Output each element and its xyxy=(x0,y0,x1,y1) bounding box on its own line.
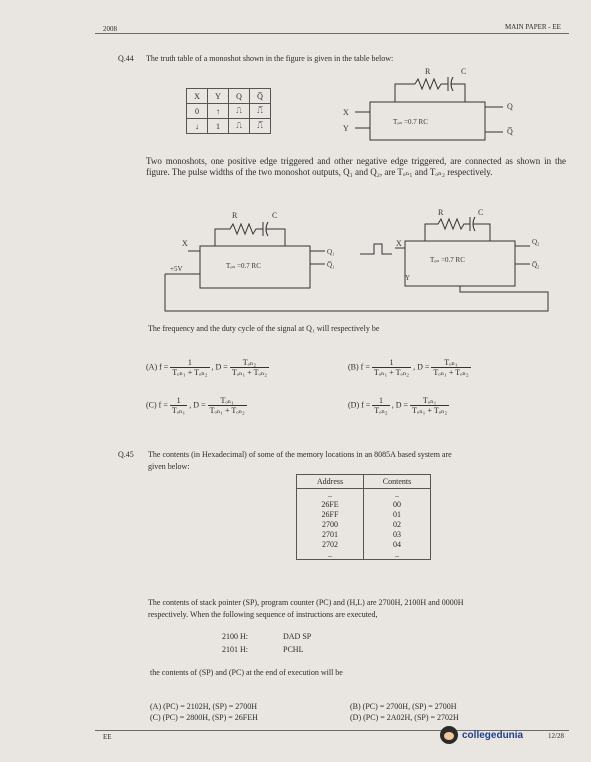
opt-a-label: (A) f = xyxy=(146,362,169,372)
opt-a-d-fraction xyxy=(230,358,269,377)
fraction-numerator: 1 xyxy=(170,358,209,368)
tt-cell: ⎍̅ xyxy=(250,119,271,134)
mem-cell: 2701 xyxy=(297,529,364,539)
q44-option-d[interactable] xyxy=(348,396,449,415)
fig1-qbar-label: Q̅ xyxy=(507,127,513,136)
q44-paragraph: Two monoshots, one positive edge triggered and other negative edge triggered, are connected as shown in the figure. The pulse widths of the two monoshot outputs, Q₁ and Q₂, are Tₒₙ₁ and Tₒₙ₂ respectively. xyxy=(146,156,566,177)
page-number: 12/28 xyxy=(548,732,564,740)
year-label: 2008 xyxy=(103,25,117,33)
fraction-numerator: Tₒₙ₁ xyxy=(431,358,470,368)
fig2-x2-label: X xyxy=(396,239,402,248)
fraction-numerator: 1 xyxy=(372,358,411,368)
fig2-x-label: X xyxy=(182,239,188,248)
fraction-denominator: Tₒₙ₁ + Tₒₙ₂ xyxy=(172,368,208,377)
fraction-denominator: Tₒₙ₂ xyxy=(374,406,388,415)
mem-header: Address xyxy=(297,475,364,489)
q45-stem-line1: The contents (in Hexadecimal) of some of the memory locations in an 8085A based system are xyxy=(148,450,452,459)
fig2-r2-label: R xyxy=(438,208,444,217)
fig1-q-label: Q xyxy=(507,102,513,111)
fig2-5v-label: +5V xyxy=(170,265,183,273)
fig1-y-label: Y xyxy=(343,124,349,133)
q45-option-d[interactable]: (D) (PC) = 2A02H, (SP) = 2702H xyxy=(350,713,459,722)
q44-two-monoshot-figure xyxy=(160,206,555,316)
q44-option-c[interactable] xyxy=(146,396,247,415)
mem-cell: .. xyxy=(297,489,364,500)
fig2-q2-label: Q₂ xyxy=(532,238,540,246)
tt-cell: ⎍̅ xyxy=(250,104,271,119)
opt-b-d-label: , D = xyxy=(413,362,430,372)
mem-cell: 04 xyxy=(364,539,431,549)
q44-ask: The frequency and the duty cycle of the signal at Q₁ will respectively be xyxy=(148,324,380,333)
q45-para-line2: respectively. When the following sequence of instructions are executed, xyxy=(148,610,378,619)
mem-cell: 2700 xyxy=(297,519,364,529)
opt-d-d-fraction xyxy=(410,396,449,415)
opt-a-f-fraction xyxy=(170,358,209,377)
opt-b-d-fraction xyxy=(431,358,470,377)
tt-cell: 1 xyxy=(208,119,229,134)
header-divider xyxy=(95,33,569,34)
mem-cell: .. xyxy=(297,549,364,560)
tt-cell: 0 xyxy=(187,104,208,119)
fraction-denominator: Tₒₙ₁ + Tₒₙ₂ xyxy=(412,406,448,415)
opt-c-label: (C) f = xyxy=(146,400,168,410)
fig1-x-label: X xyxy=(343,108,349,117)
q45-option-a[interactable]: (A) (PC) = 2102H, (SP) = 2700H xyxy=(150,702,258,711)
fraction-numerator: 1 xyxy=(170,396,187,406)
q45-option-c[interactable]: (C) (PC) = 2800H, (SP) = 26FEH xyxy=(150,713,258,722)
fraction-denominator: Tₒₙ₁ xyxy=(171,406,186,415)
opt-d-label: (D) f = xyxy=(348,400,371,410)
mem-cell: 01 xyxy=(364,509,431,519)
footer-left-label: EE xyxy=(103,733,112,741)
mem-cell: .. xyxy=(364,549,431,560)
q44-number: Q.44 xyxy=(118,54,134,63)
fig2-ton-right: Tₒₙ =0.7 RC xyxy=(430,256,465,264)
q45-para-line1: The contents of stack pointer (SP), program counter (PC) and (H,L) are 2700H, 2100H and 0000H xyxy=(148,598,464,607)
logo-mascot-icon xyxy=(440,726,458,744)
tt-header: Q̅ xyxy=(250,89,271,104)
q44-stem: The truth table of a monoshot shown in the figure is given in the table below: xyxy=(146,54,394,63)
logo-text: collegedunia xyxy=(462,729,524,741)
fig2-y-label: Y xyxy=(405,274,411,282)
opt-d-d-label: , D = xyxy=(391,400,409,410)
opt-c-d-fraction xyxy=(208,396,247,415)
mem-cell: 02 xyxy=(364,519,431,529)
fraction-denominator: Tₒₙ₁ + Tₒₙ₂ xyxy=(231,368,268,377)
fig2-c2-label: C xyxy=(478,208,484,217)
q44-option-a[interactable] xyxy=(146,358,269,377)
code-instr-2: PCHL xyxy=(283,645,304,654)
collegedunia-logo xyxy=(440,722,560,748)
fraction-numerator: Tₒₙ₂ xyxy=(230,358,269,368)
tt-header: Q xyxy=(229,89,250,104)
tt-cell: ⎍ xyxy=(229,119,250,134)
q45-ask: the contents of (SP) and (PC) at the end of execution will be xyxy=(150,668,343,677)
mem-cell: 03 xyxy=(364,529,431,539)
code-addr-1: 2100 H: xyxy=(222,632,248,641)
opt-c-d-label: , D = xyxy=(189,400,206,410)
mem-cell: 26FE xyxy=(297,499,364,509)
q45-stem-line2: given below: xyxy=(148,462,190,471)
q44-monoshot-figure xyxy=(335,62,525,152)
q44-option-b[interactable] xyxy=(348,358,471,377)
fig1-ton-label: Tₒₙ =0.7 RC xyxy=(393,118,428,126)
fraction-denominator: Tₒₙ₁ + Tₒₙ₂ xyxy=(209,406,245,415)
opt-a-d-label: , D = xyxy=(211,362,228,372)
fig1-r-label: R xyxy=(425,67,431,76)
mem-cell: 26FF xyxy=(297,509,364,519)
q45-memory-table xyxy=(296,474,431,560)
code-addr-2: 2101 H: xyxy=(222,645,248,654)
tt-header: X xyxy=(187,89,208,104)
q45-option-b[interactable]: (B) (PC) = 2700H, (SP) = 2700H xyxy=(350,702,457,711)
opt-b-f-fraction xyxy=(372,358,411,377)
mem-cell: .. xyxy=(364,489,431,500)
tt-cell: ↓ xyxy=(187,119,208,134)
tt-header: Y xyxy=(208,89,229,104)
tt-cell: ↑ xyxy=(208,104,229,119)
mem-header: Contents xyxy=(364,475,431,489)
fraction-denominator: Tₒₙ₁ + Tₒₙ₂ xyxy=(373,368,410,377)
mem-cell: 00 xyxy=(364,499,431,509)
mem-cell: 2702 xyxy=(297,539,364,549)
opt-c-f-fraction xyxy=(170,396,187,415)
fig2-q2bar-label: Q̅₂ xyxy=(532,261,540,269)
fraction-numerator: 1 xyxy=(372,396,389,406)
q45-number: Q.45 xyxy=(118,450,134,459)
fig2-r-label: R xyxy=(232,211,238,220)
fraction-numerator: Tₒₙ₁ xyxy=(208,396,247,406)
fig1-c-label: C xyxy=(461,67,467,76)
q44-truth-table xyxy=(186,88,271,134)
fig2-c-label: C xyxy=(272,211,278,220)
fig2-q1bar-label: Q̅₁ xyxy=(327,261,335,269)
fig2-ton-left: Tₒₙ =0.7 RC xyxy=(226,262,261,270)
fraction-numerator: Tₒₙ₁ xyxy=(410,396,449,406)
fraction-denominator: Tₒₙ₁ + Tₒₙ₂ xyxy=(433,368,469,377)
tt-cell: ⎍ xyxy=(229,104,250,119)
fig2-q1-label: Q₁ xyxy=(327,248,335,256)
code-instr-1: DAD SP xyxy=(283,632,312,641)
paper-label: MAIN PAPER - EE xyxy=(505,23,561,31)
opt-b-label: (B) f = xyxy=(348,362,370,372)
opt-d-f-fraction xyxy=(372,396,389,415)
